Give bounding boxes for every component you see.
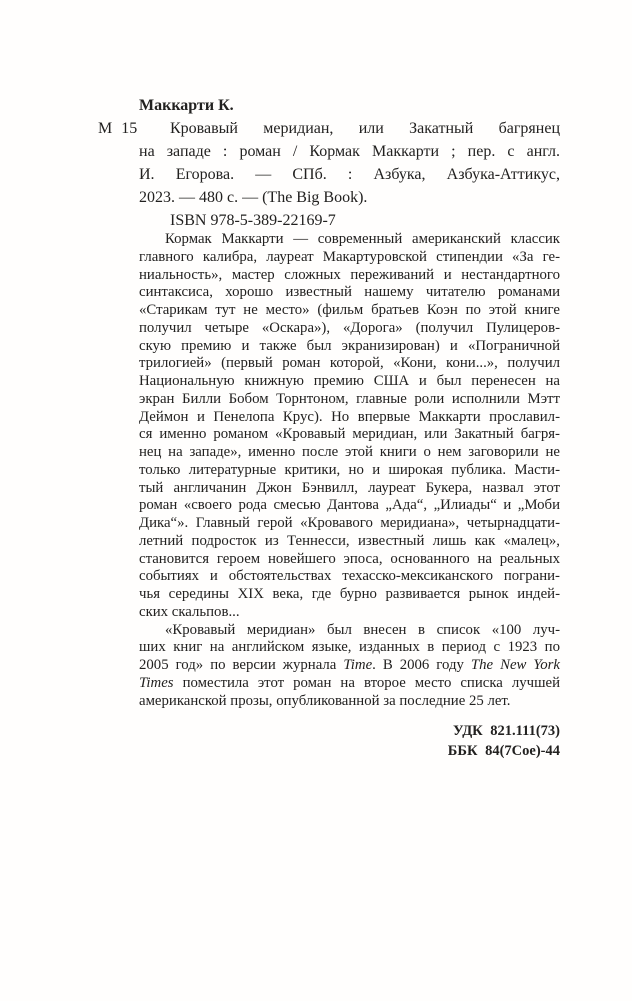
udc-code: УДК 821.111(73)	[453, 723, 560, 739]
text-line: 2005 год» по версии журнала Time. В 2006 году The New York	[139, 657, 560, 673]
text-line: 2023. — 480 с. — (The Big Book).	[139, 189, 368, 206]
text-line: Деймон и Пенелопа Крус). Но впервые Маккарти прославил-	[139, 408, 560, 425]
text-line: получил четыре «Оскара»), «Дорога» (получил Пулицеров-	[139, 319, 560, 336]
text-line: «Старикам тут не место» (фильм братьев Коэн по этой книге	[139, 302, 560, 318]
isbn-line: ISBN 978-5-389-22169-7	[170, 212, 336, 229]
index-code: М 15	[98, 120, 138, 137]
paragraph	[139, 622, 560, 711]
text-line: синтаксиса, хорошо известный нашему читателю романами	[139, 284, 560, 301]
text-line: американской прозы, опубликованной за последние 25 лет.	[139, 692, 511, 709]
paragraph	[139, 231, 560, 622]
text-line: на западе : роман / Кормак Маккарти ; пер. с англ.	[139, 143, 560, 160]
text-line: Кормак Маккарти — современный американский классик	[165, 231, 560, 247]
author-heading: Маккарти К.	[139, 97, 234, 114]
text-line: становится героем новейшего эпоса, основанного на реальных	[139, 550, 560, 567]
text-line: Кровавый меридиан, или Закатный багрянец	[170, 120, 560, 137]
text-line: летний подросток из Теннесси, известный лишь как «малец»,	[139, 532, 560, 549]
text-line: событиях и обстоятельствах техасско-мексиканского пограни-	[139, 568, 560, 585]
text-line: Дика“». Главный герой «Кровавого меридиана», четырнадцати-	[139, 515, 560, 531]
text-line: ских скальпов...	[139, 603, 240, 620]
text-line: «Кровавый меридиан» был внесен в список «100 луч-	[165, 621, 560, 638]
text-line: ся именно романом «Кровавый меридиан, или Закатный багря-	[139, 426, 560, 443]
card-description	[98, 117, 560, 209]
text-line: роман «своего рода смесью Дантова „Ада“, „Илиады“ и „Моби	[139, 497, 560, 514]
bbk-code: ББК 84(7Сое)-44	[447, 743, 560, 759]
card-description-lines	[139, 117, 560, 209]
text-line: ниальность», мастер сложных переживаний и нестандартного	[139, 266, 560, 283]
text-line: И. Егорова. — СПб. : Азбука, Азбука-Аттикус,	[139, 166, 560, 183]
text-line: только литературные критики, но и широкая публика. Масти-	[139, 461, 560, 478]
text-line: трилогией» (первый роман которой, «Кони, кони...», получил	[139, 355, 560, 372]
text-line: тый англичанин Джон Бэнвилл, лауреат Букера, назвал этот	[139, 479, 560, 496]
text-line: экран Билли Бобом Торнтоном, главные роли исполнили Мэтт	[139, 390, 560, 407]
catalog-card	[98, 94, 560, 232]
text-line: скую премию и также был экранизирован) и «Пограничной	[139, 337, 560, 354]
text-line: Национальную книжную премию США и был перенесен на	[139, 373, 560, 389]
text-line: Times поместила этот роман на второе место списка лучшей	[139, 674, 560, 691]
text-line: главного калибра, лауреат Макартуровской стипендии «За ге-	[139, 248, 560, 265]
text-line: ших книг на английском языке, изданных в период с 1923 по	[139, 639, 560, 656]
text-line: чья середины XIX века, где бурно развивается рынок индей-	[139, 586, 560, 602]
text-line: нец на западе», именно после этой книги о нем заговорили не	[139, 444, 560, 460]
annotation-text	[139, 231, 560, 710]
classification-codes	[448, 721, 560, 761]
